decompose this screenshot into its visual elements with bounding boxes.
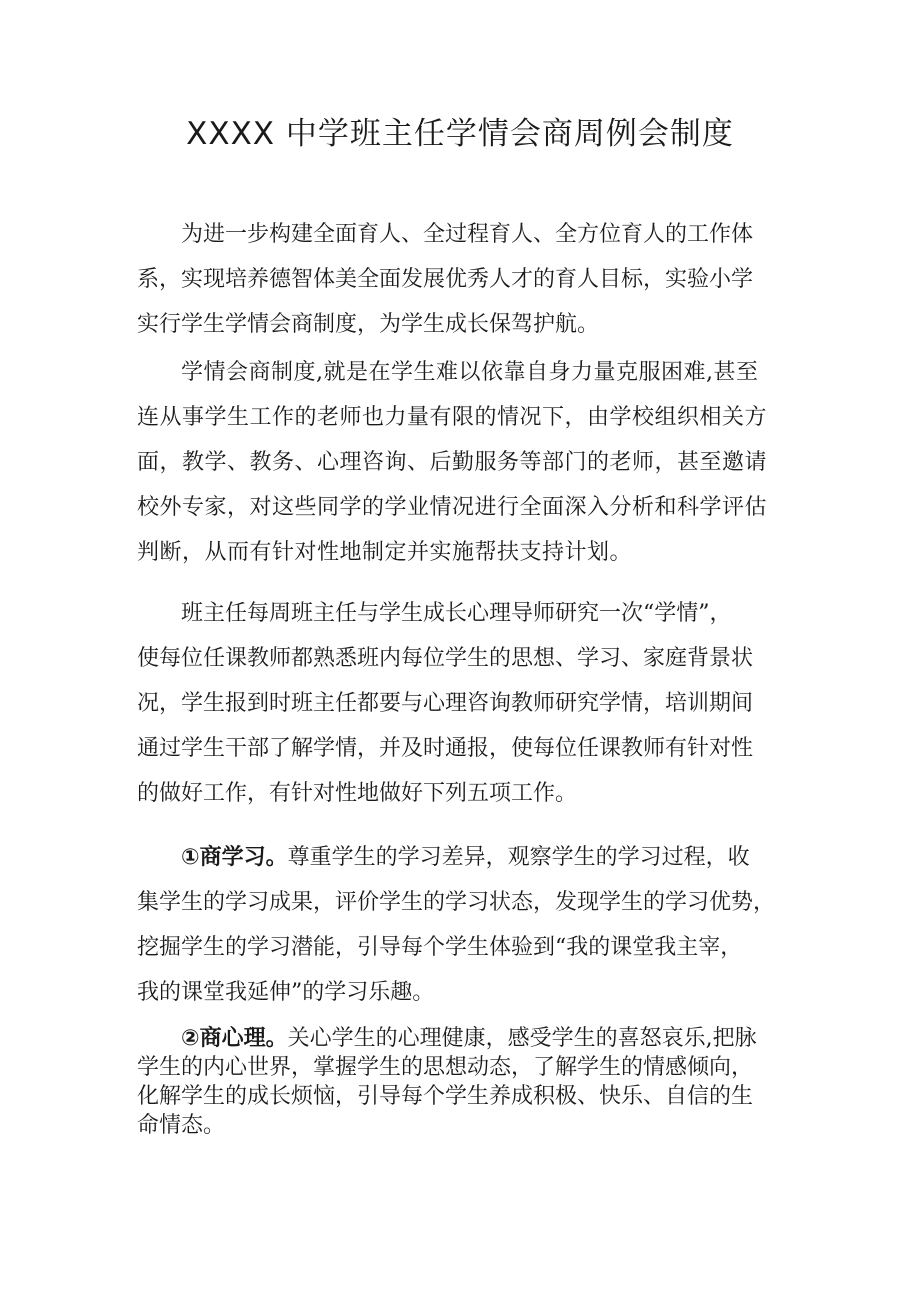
text-line: 学生的内心世界，掌握学生的思想动态，了解学生的情感倾向， — [137, 1055, 754, 1080]
text-line: 况，学生报到时班主任都要与心理咨询教师研究学情，培训期间 — [137, 691, 754, 716]
text-line: 为进一步构建全面育人、全过程育人、全方位育人的工作体 — [181, 222, 754, 247]
paragraph-intro — [137, 212, 797, 347]
document-title: XXXX 中学班主任学情会商周例会制度 — [186, 116, 734, 152]
text-line: 通过学生干部了解学情，并及时通报，使每位任课教师有针对性 — [137, 736, 754, 761]
text-line: 实行学生学情会商制度，为学生成长保驾护航。 — [137, 312, 600, 337]
text-line: 化解学生的成长烦恼，引导每个学生养成积极、快乐、自信的生 — [137, 1084, 754, 1109]
text-line: 命情态。 — [137, 1113, 226, 1138]
text-line: 连从事学生工作的老师也力量有限的情况下，由学校组织相关方 — [137, 405, 768, 430]
text-line: 的做好工作，有针对性地做好下列五项工作。 — [137, 781, 578, 806]
text-line: 使每位任课教师都熟悉班内每位学生的思想、学习、家庭背景状 — [137, 646, 754, 671]
text-fragment: 关心学生的心理健康，感受学生的喜怒哀乐,把脉 — [287, 1026, 757, 1051]
paragraph-discuss-psychology — [137, 1024, 797, 1140]
text-line: 面，教学、教务、心理咨询、后勤服务等部门的老师，甚至邀请 — [137, 450, 768, 475]
section-heading: ②商心理。 — [181, 1026, 288, 1051]
text-line: 校外专家，对这些同学的学业情况进行全面深入分析和科学评估 — [137, 495, 768, 520]
text-line: 判断，从而有针对性地制定并实施帮扶支持计划。 — [137, 540, 633, 565]
text-line: 集学生的学习成果，评价学生的学习状态，发现学生的学习优势， — [137, 890, 776, 915]
text-line — [137, 1024, 797, 1053]
text-line: 我的课堂我延伸”的学习乐趣。 — [137, 980, 435, 1005]
text-fragment: 尊重学生的学习差异，观察学生的学习过程，收 — [287, 845, 750, 870]
section-heading: ①商学习。 — [181, 845, 288, 870]
text-line: 学情会商制度,就是在学生难以依靠自身力量克服困难,甚至 — [181, 360, 759, 385]
paragraph-definition — [137, 350, 797, 575]
paragraph-weekly-meeting — [137, 591, 797, 816]
paragraph-discuss-study — [137, 835, 797, 1015]
text-line — [137, 835, 797, 880]
text-line: 班主任每周班主任与学生成长心理导师研究一次“学情”， — [181, 601, 732, 626]
text-line: 系，实现培养德智体美全面发展优秀人才的育人目标，实验小学 — [137, 267, 754, 292]
text-line: 挖掘学生的学习潜能，引导每个学生体验到“我的课堂我主宰， — [137, 935, 743, 960]
